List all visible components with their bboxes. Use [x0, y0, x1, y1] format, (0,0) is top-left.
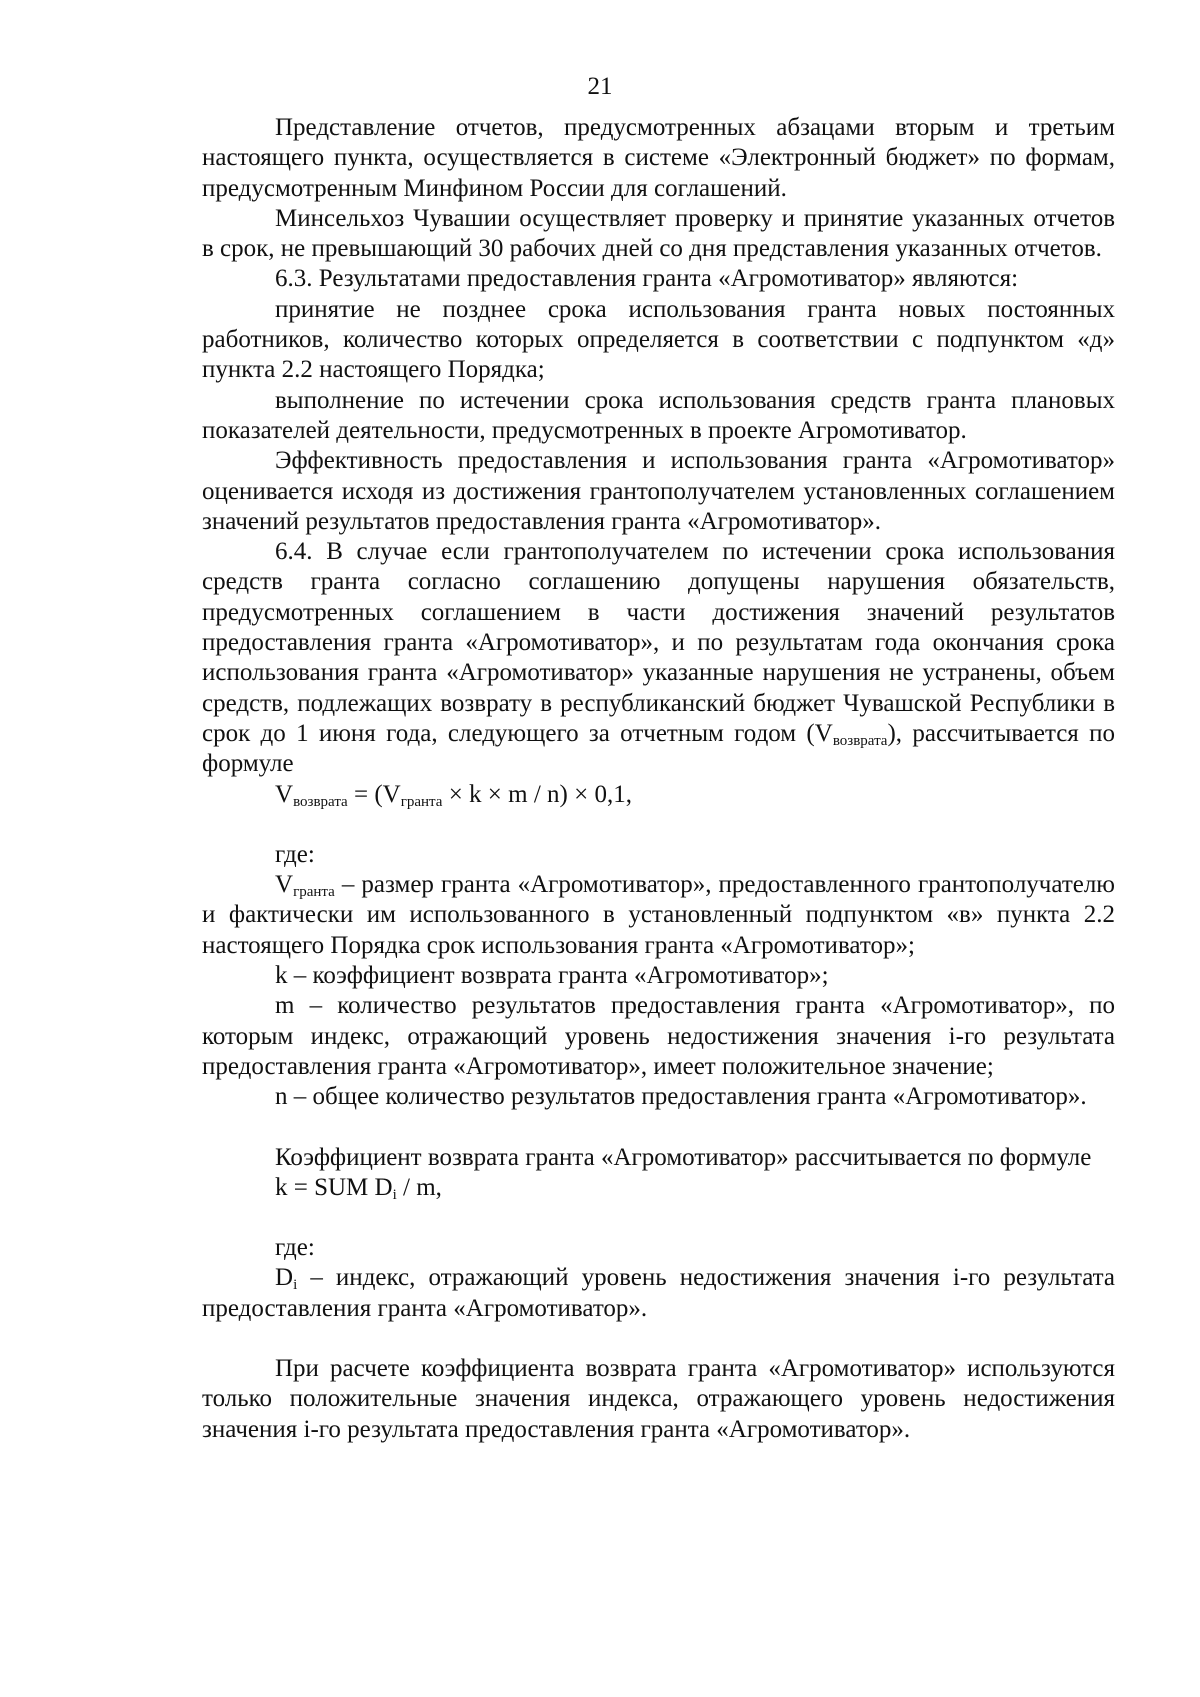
formula-return-v: V — [275, 780, 294, 808]
paragraph-section-6-4 — [202, 537, 1115, 779]
formula-k-lead: k = SUM D — [275, 1173, 393, 1201]
formula-coefficient — [202, 1173, 1115, 1203]
formula-k-sub: i — [392, 1186, 397, 1203]
formula-return-rest: × k × m / n) × 0,1, — [442, 780, 632, 808]
formula-return-volume — [202, 780, 1115, 810]
subscript-i: i — [293, 1277, 298, 1294]
v-grant-text: – размер гранта «Агромотиватор», предоставленного грантополучателю и фактически им использованного в установленный подпунктом «в» пункта 2.2 настоящего Порядка срок использования гранта «Агромотиватор»; — [202, 871, 1115, 959]
paragraph-where-2: где: — [275, 1234, 315, 1262]
paragraph-positive-values: При расчете коэффициента возврата гранта «Агромотиватор» используются только положительные значения индекса, отражающего уровень недостижения значения i-го результата предоставления гранта «Агромотиватор». — [202, 1354, 1115, 1443]
v-grant-symbol: V — [275, 871, 294, 899]
paragraph-k-definition: k – коэффициент возврата гранта «Агромотиватор»; — [275, 962, 829, 990]
paragraph-d-definition — [202, 1263, 1115, 1324]
paragraph-v-grant-definition — [202, 870, 1115, 961]
formula-return-equals: = (V — [347, 780, 401, 808]
page-number: 21 — [587, 73, 613, 100]
paragraph-new-employees: принятие не позднее срока использования гранта новых постоянных работников, количество которых определяется в соответствии с подпунктом «д» пункта 2.2 настоящего Порядка; — [202, 295, 1115, 384]
document-body — [202, 113, 1115, 1445]
paragraph-reports-submission: Представление отчетов, предусмотренных абзацами вторым и третьим настоящего пункта, осуществляется в системе «Электронный бюджет» по формам, предусмотренным Минфином России для соглашений. — [202, 114, 1115, 202]
paragraph-where-1: где: — [275, 840, 315, 868]
formula-k-rest: / m, — [396, 1173, 442, 1201]
subscript-return: возврата — [832, 732, 888, 749]
paragraph-n-definition: n – общее количество результатов предоставления гранта «Агромотиватор». — [275, 1083, 1087, 1111]
formula-return-sub-grant: гранта — [400, 793, 443, 810]
paragraph-planned-indicators: выполнение по истечении срока использования средств гранта плановых показателей деятельности, предусмотренных в проекте Агромотиватор. — [202, 386, 1115, 444]
d-text: – индекс, отражающий уровень недостижения значения i-го результата предоставления гранта «Агромотиватор». — [202, 1264, 1115, 1322]
formula-return-sub-return: возврата — [293, 793, 348, 810]
d-symbol: D — [275, 1264, 294, 1292]
paragraph-section-6-3: 6.3. Результатами предоставления гранта «Агромотиватор» являются: — [275, 265, 1019, 293]
paragraph-efficiency: Эффективность предоставления и использования гранта «Агромотиватор» оценивается исходя из достижения грантополучателем установленных соглашением значений результатов предоставления гранта «Агромотиватор». — [202, 447, 1115, 535]
paragraph-m-definition: m – количество результатов предоставления гранта «Агромотиватор», по которым индекс, отражающий уровень недостижения значения i-го результата предоставления гранта «Агромотиватор», имеет положительное значение; — [202, 992, 1115, 1080]
paragraph-coefficient-intro: Коэффициент возврата гранта «Агромотиватор» рассчитывается по формуле — [275, 1143, 1092, 1171]
paragraph-reports-verification: Минсельхоз Чувашии осуществляет проверку и принятие указанных отчетов в срок, не превышающий 30 рабочих дней со дня представления указанных отчетов. — [202, 204, 1115, 263]
paragraph-section-6-4-text: 6.4. В случае если грантополучателем по истечении срока использования средств гранта согласно соглашению допущены нарушения обязательств, предусмотренных соглашением в части достижения значений результатов предоставления гранта «Агромотиватор», и по результатам года окончания срока использования гранта «Агромотиватор» указанные нарушения не устранены, объем средств, подлежащих возврату в республиканский бюджет Чувашской Республики в срок до 1 июня года, следующего за отчетным годом (V — [202, 538, 1115, 747]
subscript-grant: гранта — [293, 884, 335, 901]
paragraph-section-6-4-tail: ), рассчитывается по формуле — [202, 719, 1115, 778]
